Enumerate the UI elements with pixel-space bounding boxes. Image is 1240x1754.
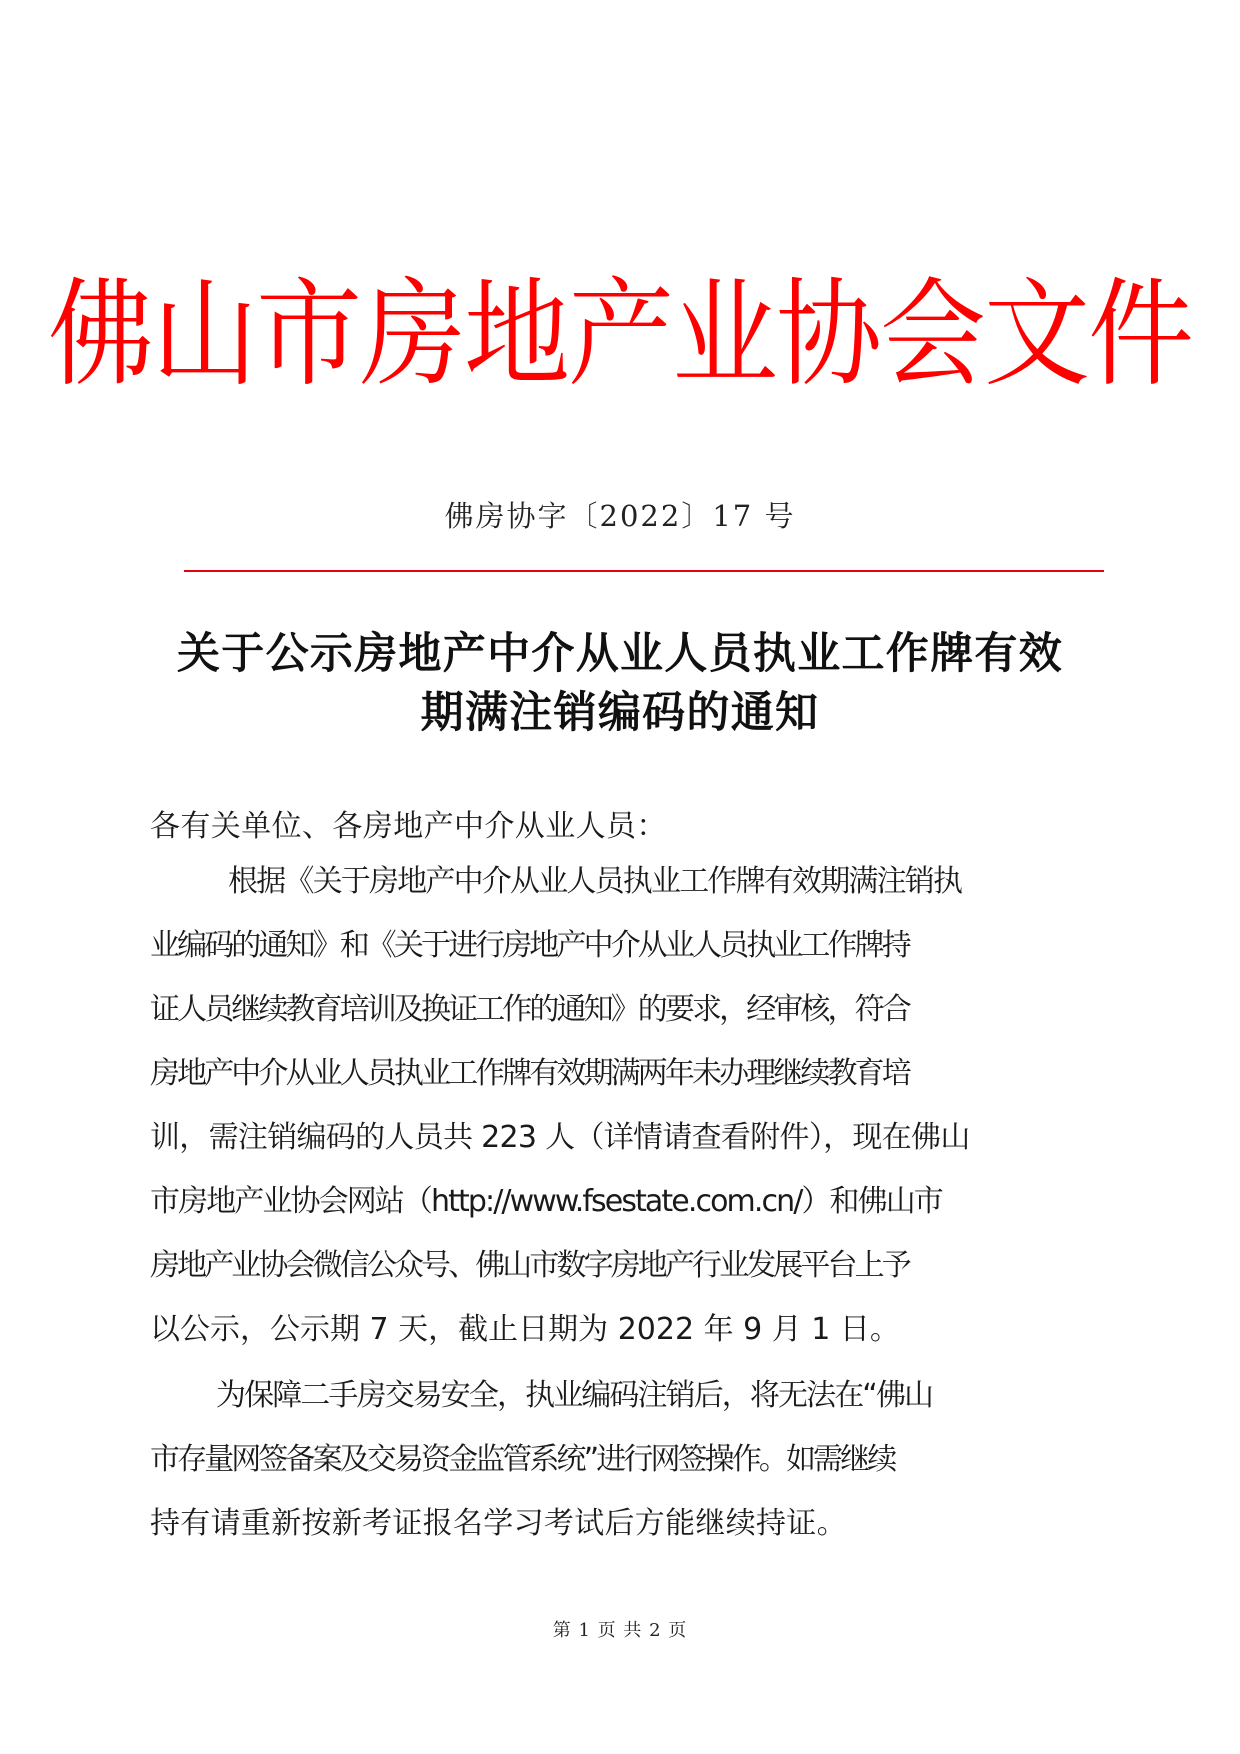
paragraph-2-line: 为保障二手房交易安全，执业编码注销后，将无法在“佛山 — [216, 1378, 933, 1413]
paragraph-1-line: 以公示，公示期 7 天，截止日期为 2022 年 9 月 1 日。 — [150, 1312, 900, 1347]
document-masthead: 佛山市房地产业协会文件 — [48, 266, 1192, 403]
paragraph-1-line: 业编码的通知》和《关于进行房地产中介从业人员执业工作牌持 — [150, 928, 909, 963]
notice-title-line-1: 关于公示房地产中介从业人员执业工作牌有效 — [177, 629, 1063, 679]
document-number: 佛房协字〔2022〕17 号 — [444, 499, 796, 533]
paragraph-2-line: 市存量网签备案及交易资金监管系统”进行网签操作。如需继续 — [150, 1442, 895, 1477]
paragraph-2-line: 持有请重新按新考证报名学习考试后方能继续持证。 — [150, 1506, 847, 1541]
red-divider-line — [184, 570, 1104, 572]
page-number-footer: 第 1 页 共 2 页 — [552, 1620, 688, 1641]
salutation: 各有关单位、各房地产中介从业人员： — [150, 809, 667, 844]
paragraph-1-line: 根据《关于房地产中介从业人员执业工作牌有效期满注销执 — [228, 864, 962, 899]
notice-title-line-2: 期满注销编码的通知 — [420, 688, 820, 738]
paragraph-1-line: 房地产业协会微信公众号、佛山市数字房地产行业发展平台上予 — [150, 1248, 909, 1283]
paragraph-1-line: 训，需注销编码的人员共 223 人（详情请查看附件），现在佛山 — [150, 1120, 970, 1155]
paragraph-1-line: 房地产中介从业人员执业工作牌有效期满两年未办理继续教育培 — [150, 1056, 909, 1091]
paragraph-1-line: 市房地产业协会网站（http://www.fsestate.com.cn/）和佛山市 — [150, 1184, 942, 1219]
paragraph-1-line: 证人员继续教育培训及换证工作的通知》的要求，经审核，符合 — [150, 992, 909, 1027]
